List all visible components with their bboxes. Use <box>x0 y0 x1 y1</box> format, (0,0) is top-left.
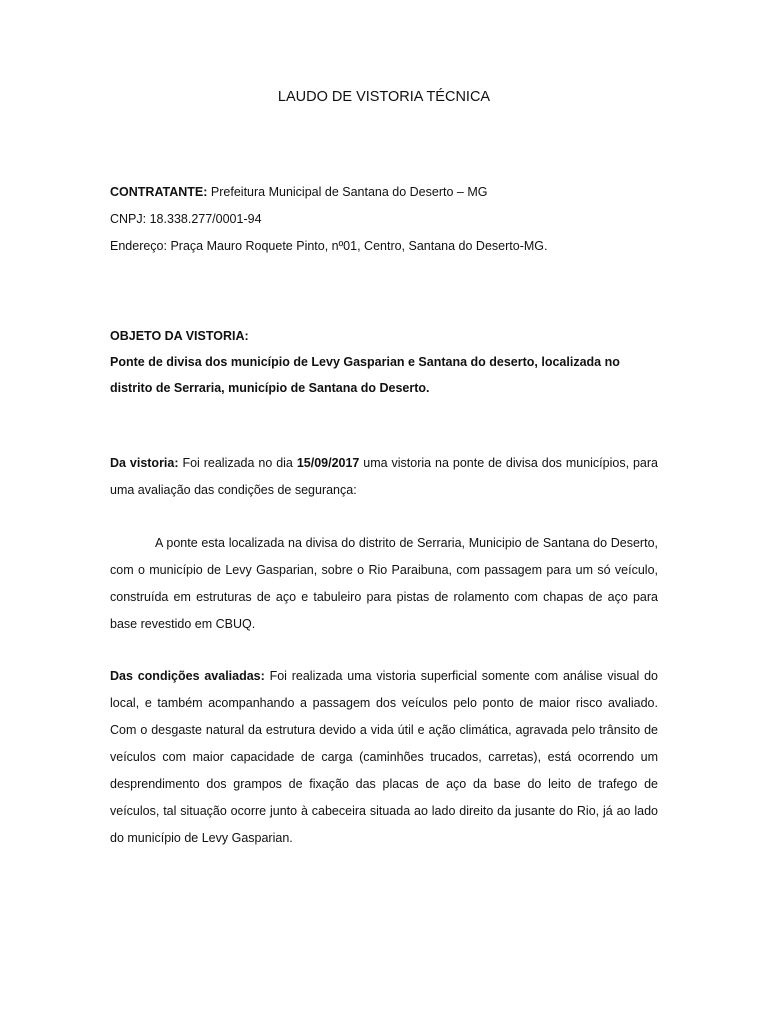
vistoria-text-before: Foi realizada no dia <box>178 456 297 470</box>
contratante-line <box>110 179 658 206</box>
header-info <box>110 179 658 260</box>
endereco-label: Endereço: <box>110 239 167 253</box>
vistoria-text-after: uma vistoria na ponte de divisa dos municípios, para uma avaliação das condições de segurança: <box>110 456 658 497</box>
vistoria-label: Da vistoria: <box>110 456 179 470</box>
vistoria-date: 15/09/2017 <box>296 456 360 470</box>
cnpj-label: CNPJ: <box>110 212 147 226</box>
document-title: LAUDO DE VISTORIA TÉCNICA <box>277 89 491 105</box>
ponte-paragraph: A ponte esta localizada na divisa do distrito de Serraria, Municipio de Santana do Deserto, com o município de Levy Gasparian, sobre o Rio Paraibuna, com passagem para um só veículo, construída em estruturas de aço e tabuleiro para pistas de rolamento com chapas de aço para base revestido em CBUQ. <box>110 536 658 631</box>
endereco-value: Praça Mauro Roquete Pinto, nº01, Centro, Santana do Deserto-MG. <box>170 239 548 253</box>
condicoes-label: Das condições avaliadas: <box>110 669 265 683</box>
objeto-heading: OBJETO DA VISTORIA: <box>110 329 249 343</box>
condicoes-paragraph <box>110 663 658 852</box>
cnpj-line <box>110 206 658 233</box>
contratante-value: Prefeitura Municipal de Santana do Deserto – MG <box>210 185 488 199</box>
vistoria-paragraph <box>110 450 658 504</box>
condicoes-text: Foi realizada uma vistoria superficial somente com análise visual do local, e também acompanhando a passagem dos veículos pelo ponto de maior risco avaliado. Com o desgaste natural da estrutura devido a vida útil e ação climática, agravada pelo trânsito de veículos com maior capacidade de carga (caminhões trucados, carretas), está ocorrendo um desprendimento dos grampos de fixação das placas de aço da base do leito de trafego de veículos, tal situação ocorre junto à cabeceira situada ao lado direito da jusante do Rio, já ao lado do município de Levy Gasparian. <box>110 669 658 845</box>
objeto-text: Ponte de divisa dos município de Levy Gasparian e Santana do deserto, localizada no distrito de Serraria, município de Santana do Deserto. <box>110 355 620 395</box>
endereco-line <box>110 233 658 260</box>
cnpj-value: 18.338.277/0001-94 <box>149 212 262 226</box>
objeto-section <box>110 323 658 401</box>
contratante-label: CONTRATANTE: <box>110 185 208 199</box>
